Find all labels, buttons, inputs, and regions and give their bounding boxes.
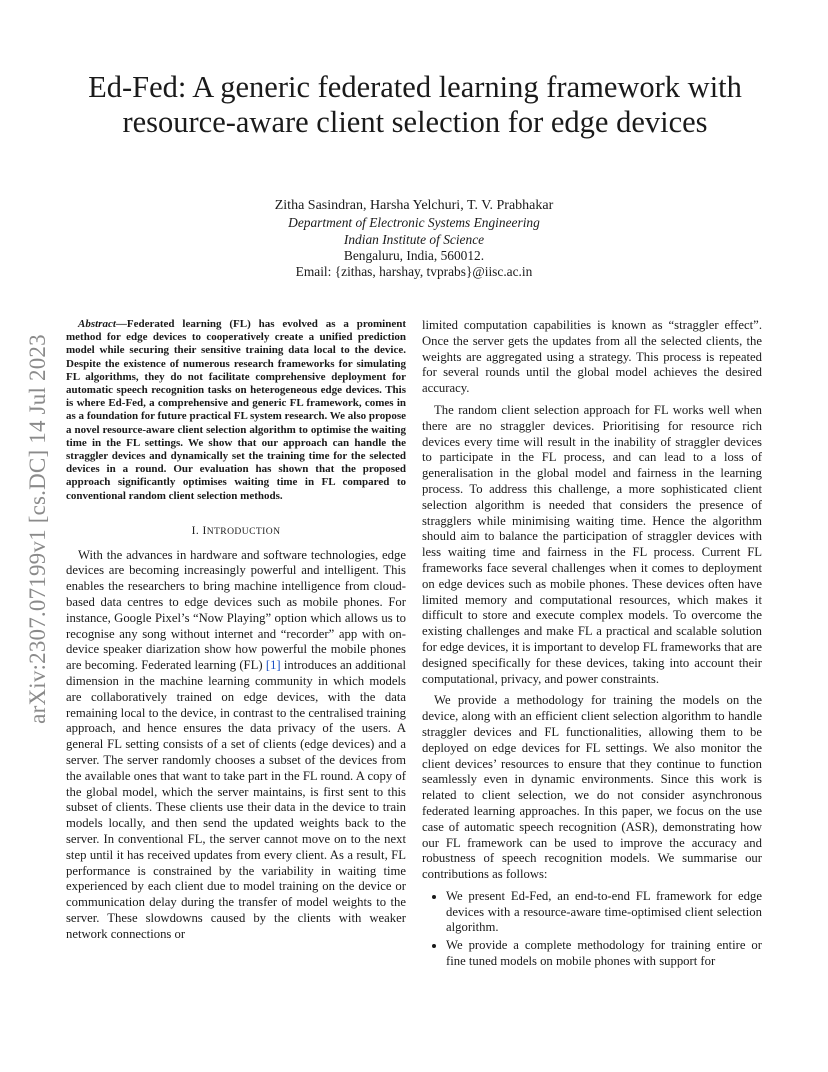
intro-paragraph-1 [66,548,406,943]
intro-paragraph-2: The random client selection approach for FL works well when there are no straggler devices. Prioritising for resource rich devices every time will result in the inability of straggler devices to participate in the FL process, and can lead to a loss of generalisation in the global model and fairness in the learning process. To address this challenge, a more sophisticated client selection algorithm is needed that considers the presence of stragglers while minimising waiting time. Hence the algorithm should aim to balance the participation of straggler devices with less waiting time and fairness in the FL process. Current FL frameworks face several challenges when it comes to deployment on edge devices such as mobile phones. These devices often have limited memory and computational resources, which makes it difficult to store and execute complex models. To overcome the existing challenges and make FL a practical and scalable solution for edge devices, it is important to develop FL frameworks that are designed specifically for these devices, taking into account their computational, privacy, and power constraints. [422,402,762,686]
contributions-list [422,889,762,970]
contribution-item: • We present Ed-Fed, an end-to-end FL framework for edge devices with a resource-aware time-optimised client selection algorithm. [446,889,762,936]
arxiv-identifier [22,300,54,758]
author-department: Department of Electronic Systems Engineering [288,215,540,231]
left-column [66,318,406,949]
intro-p1-start: With the advances in hardware and software technologies, edge devices are becoming increasingly powerful and intelligent. This enables the researchers to bring machine intelligence from cloud-based data centres to edge devices such as mobile phones. For instance, Google Pixel’s “Now Playing” option which allows us to recognise any song without internet and “recorder” app with on-device speaker diarization show how powerful the mobile phones are becoming. Federated learning (FL) [66,547,406,673]
section-numeral: I. [191,523,200,537]
citation-link-1[interactable]: [1] [265,658,281,673]
abstract-text: —Federated learning (FL) has evolved as a prominent method for edge devices to cooperatively create a unified prediction model while securing their sensitive training data local to the device. Despite the existence of numerous research frameworks for simulating FL algorithms, they do not facilitate comprehensive deployment for automatic speech recognition tasks on heterogeneous edge devices. This is where Ed-Fed, a comprehensive and generic FL framework, comes in as a foundation for future practical FL system research. We also propose a novel resource-aware client selection algorithm to optimise the waiting time in the FL settings. We show that our approach can handle the straggler devices and dynamically set the training time for the selected devices in a round. Our evaluation has shown that the proposed approach significantly optimises waiting time in FL compared to conventional random client selection methods. [66,318,406,502]
section-title-rest: NTRODUCTION [206,525,281,537]
paper-title: Ed-Fed: A generic federated learning framework with resource-aware client selection for edge devices [88,70,742,139]
intro-paragraph-1-continued: limited computation capabilities is known as “straggler effect”. Once the server gets the updates from all the selected clients, the weights are aggregated using a strategy. This process is repeated for several rounds until the global model achieves the desired accuracy. [422,318,762,396]
right-column [422,318,762,972]
arxiv-identifier-text: arXiv:2307.07199v1 [cs.DC] 14 Jul 2023 [25,334,51,724]
author-block [0,198,828,280]
abstract [66,318,406,503]
intro-p1-end: introduces an additional dimension in the machine learning community in which models are collaboratively trained on edge devices, with the data remaining local to the device, in contrast to the centralised training approach, and hence ensures the data privacy of the users. A general FL setting consists of a set of clients (edge devices) and a server. The server randomly chooses a subset of the devices from the available ones that want to take part in the FL round. A copy of the global model, which the server maintains, is first sent to this subset of clients. These clients use their data in the device to train models locally, and then send the updated weights back to the server. In conventional FL, the server cannot move on to the next step until it has received updates from every client. As a result, FL performance is constrained by the variability in waiting time experienced by each client due to model training on the device or communication delay during the transfer of model weights to the server. These slowdowns caused by the clients with weaker network connections or [66,658,406,941]
section-title-initial: I [202,523,207,537]
author-email: Email: {zithas, harshay, tvprabs}@iisc.ac.in [295,264,533,280]
abstract-label: Abstract [78,318,116,330]
author-names: Zitha Sasindran, Harsha Yelchuri, T. V. Prabhakar [274,198,554,213]
intro-paragraph-3: We provide a methodology for training the models on the device, along with an efficient client selection algorithm to handle straggler devices and FL functionalities, allowing them to be deployed on edge devices for FL settings. We also monitor the client devices’ resources to ensure that they continue to function seamlessly even in dynamic environments. Since this work is related to client selection, we do not consider asynchronous federated learning approaches. In this paper, we focus on the use case of automatic speech recognition (ASR), demonstrating how our FL framework can be used to improve the accuracy and robustness of speech recognition models. We summarise our contributions as follows: [422,693,762,882]
contribution-item: • We provide a complete methodology for training entire or fine tuned models on mobile phones with support for [446,938,762,970]
author-institute: Indian Institute of Science [343,231,485,247]
author-location: Bengaluru, India, 560012. [343,247,485,263]
section-heading-introduction [66,523,406,540]
